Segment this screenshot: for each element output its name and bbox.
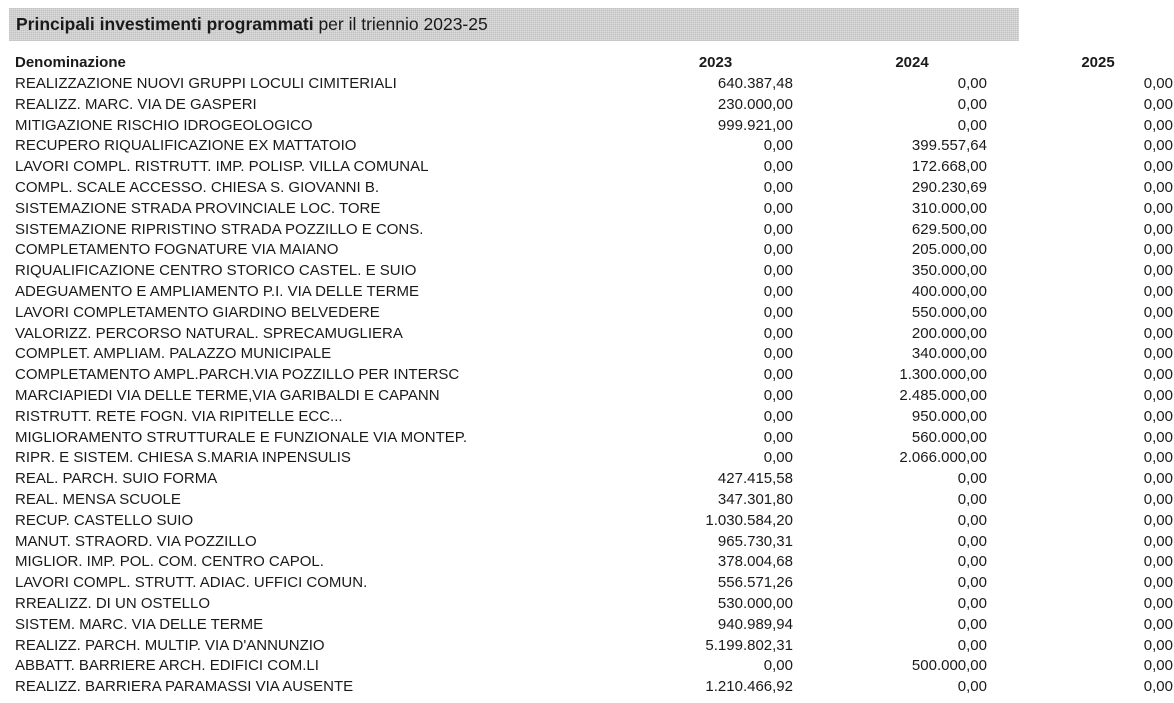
table-row <box>9 240 1174 261</box>
cell-denominazione: REAL. MENSA SCUOLE <box>15 490 181 508</box>
table-row <box>9 594 1174 615</box>
cell-2023: 940.989,94 <box>717 615 793 633</box>
cell-denominazione: SISTEMAZIONE STRADA PROVINCIALE LOC. TORE <box>15 199 381 217</box>
cell-denominazione: RISTRUTT. RETE FOGN. VIA RIPITELLE ECC... <box>15 407 343 425</box>
table-row <box>9 552 1174 573</box>
table-row <box>9 365 1174 386</box>
cell-2024: 950.000,00 <box>911 407 987 425</box>
cell-2025: 0,00 <box>1143 75 1173 92</box>
cell-2023: 5.199.802,31 <box>705 636 793 654</box>
table-header-row <box>9 50 1174 74</box>
cell-2025: 0,00 <box>1143 345 1173 363</box>
cell-2025: 0,00 <box>1143 615 1173 633</box>
cell-2023: 0,00 <box>763 449 793 467</box>
cell-2023: 230.000,00 <box>717 95 793 113</box>
cell-2024: 205.000,00 <box>911 241 987 259</box>
table-row <box>9 116 1174 137</box>
cell-denominazione: MIGLIORAMENTO STRUTTURALE E FUNZIONALE VIA MONTEP. <box>15 428 468 446</box>
cell-2024: 200.000,00 <box>911 324 987 342</box>
table-row <box>9 573 1174 594</box>
table-row <box>9 448 1174 469</box>
cell-2024: 0,00 <box>957 636 987 654</box>
cell-2025: 0,00 <box>1143 158 1173 176</box>
cell-2023: 0,00 <box>763 262 793 280</box>
cell-denominazione: REALIZZAZIONE NUOVI GRUPPI LOCULI CIMITERIALI <box>15 75 397 92</box>
cell-2024: 560.000,00 <box>911 428 987 446</box>
cell-2023: 0,00 <box>763 345 793 363</box>
cell-denominazione: COMPLETAMENTO FOGNATURE VIA MAIANO <box>15 241 339 259</box>
table-row <box>9 136 1174 157</box>
table-row <box>9 95 1174 116</box>
cell-2025: 0,00 <box>1143 553 1173 571</box>
table-row <box>9 615 1174 636</box>
table-body <box>9 74 1174 698</box>
cell-denominazione: RECUPERO RIQUALIFICAZIONE EX MATTATOIO <box>15 137 357 155</box>
cell-2025: 0,00 <box>1143 303 1173 321</box>
cell-2023: 427.415,58 <box>717 470 793 488</box>
cell-2023: 0,00 <box>763 158 793 176</box>
cell-2025: 0,00 <box>1143 137 1173 155</box>
cell-denominazione: RREALIZZ. DI UN OSTELLO <box>15 594 211 612</box>
cell-2024: 172.668,00 <box>911 158 987 176</box>
cell-2023: 0,00 <box>763 303 793 321</box>
cell-2024: 399.557,64 <box>911 137 987 155</box>
cell-2023: 640.387,48 <box>717 75 793 92</box>
cell-2024: 2.066.000,00 <box>899 449 987 467</box>
cell-denominazione: LAVORI COMPL. RISTRUTT. IMP. POLISP. VILLA COMUNAL <box>15 158 429 176</box>
cell-2024: 0,00 <box>957 95 987 113</box>
cell-2025: 0,00 <box>1143 636 1173 654</box>
cell-2024: 0,00 <box>957 116 987 134</box>
cell-2024: 1.300.000,00 <box>899 366 987 384</box>
cell-2025: 0,00 <box>1143 470 1173 488</box>
cell-denominazione: LAVORI COMPL. STRUTT. ADIAC. UFFICI COMUN. <box>15 574 368 592</box>
cell-2024: 0,00 <box>957 678 987 696</box>
table-row <box>9 532 1174 553</box>
cell-2023: 1.210.466,92 <box>705 678 793 696</box>
cell-2025: 0,00 <box>1143 386 1173 404</box>
cell-denominazione: ADEGUAMENTO E AMPLIAMENTO P.I. VIA DELLE TERME <box>15 282 420 300</box>
table-row <box>9 199 1174 220</box>
title-normal-text: per il triennio 2023-25 <box>313 14 488 34</box>
cell-2023: 1.030.584,20 <box>705 511 793 529</box>
cell-2025: 0,00 <box>1143 511 1173 529</box>
cell-denominazione: MANUT. STRAORD. VIA POZZILLO <box>15 532 257 550</box>
cell-denominazione: COMPL. SCALE ACCESSO. CHIESA S. GIOVANNI B. <box>15 178 379 196</box>
page-title <box>9 8 1019 41</box>
cell-denominazione: ABBATT. BARRIERE ARCH. EDIFICI COM.LI <box>15 657 319 675</box>
table-row <box>9 677 1174 698</box>
table-row <box>9 324 1174 345</box>
cell-2023: 0,00 <box>763 657 793 675</box>
cell-denominazione: SISTEMAZIONE RIPRISTINO STRADA POZZILLO E CONS. <box>15 220 424 238</box>
cell-denominazione: COMPLET. AMPLIAM. PALAZZO MUNICIPALE <box>15 345 332 363</box>
cell-2023: 378.004,68 <box>717 553 793 571</box>
header-2025: 2025 <box>1081 53 1115 71</box>
header-denominazione: Denominazione <box>15 53 126 71</box>
cell-2024: 350.000,00 <box>911 262 987 280</box>
cell-2025: 0,00 <box>1143 324 1173 342</box>
cell-2025: 0,00 <box>1143 178 1173 196</box>
cell-2023: 0,00 <box>763 282 793 300</box>
cell-2023: 965.730,31 <box>717 532 793 550</box>
table-row <box>9 469 1174 490</box>
cell-denominazione: MITIGAZIONE RISCHIO IDROGEOLOGICO <box>15 116 313 134</box>
cell-denominazione: REAL. PARCH. SUIO FORMA <box>15 470 218 488</box>
cell-2023: 0,00 <box>763 241 793 259</box>
cell-2023: 556.571,26 <box>717 574 793 592</box>
cell-2023: 0,00 <box>763 199 793 217</box>
cell-2025: 0,00 <box>1143 594 1173 612</box>
cell-2023: 0,00 <box>763 386 793 404</box>
table-row <box>9 511 1174 532</box>
header-2023: 2023 <box>698 53 733 71</box>
cell-2025: 0,00 <box>1143 428 1173 446</box>
cell-denominazione: COMPLETAMENTO AMPL.PARCH.VIA POZZILLO PER INTERSC <box>15 366 460 384</box>
cell-2023: 0,00 <box>763 220 793 238</box>
cell-2023: 999.921,00 <box>717 116 793 134</box>
cell-2025: 0,00 <box>1143 262 1173 280</box>
cell-2024: 0,00 <box>957 594 987 612</box>
cell-2024: 0,00 <box>957 615 987 633</box>
cell-2025: 0,00 <box>1143 366 1173 384</box>
cell-2025: 0,00 <box>1143 199 1173 217</box>
cell-2023: 347.301,80 <box>717 490 793 508</box>
table-row <box>9 407 1174 428</box>
cell-2023: 0,00 <box>763 137 793 155</box>
header-2024: 2024 <box>895 53 929 71</box>
cell-2024: 0,00 <box>957 574 987 592</box>
cell-2024: 310.000,00 <box>911 199 987 217</box>
cell-2024: 0,00 <box>957 470 987 488</box>
cell-2024: 0,00 <box>957 490 987 508</box>
cell-2023: 0,00 <box>763 324 793 342</box>
cell-2024: 0,00 <box>957 553 987 571</box>
cell-denominazione: REALIZZ. PARCH. MULTIP. VIA D'ANNUNZIO <box>15 636 325 654</box>
cell-2024: 629.500,00 <box>911 220 987 238</box>
cell-2025: 0,00 <box>1143 449 1173 467</box>
cell-2024: 0,00 <box>957 511 987 529</box>
cell-denominazione: RIPR. E SISTEM. CHIESA S.MARIA INPENSULIS <box>15 449 351 467</box>
cell-2024: 550.000,00 <box>911 303 987 321</box>
cell-2024: 500.000,00 <box>911 657 987 675</box>
cell-2024: 0,00 <box>957 532 987 550</box>
cell-2025: 0,00 <box>1143 678 1173 696</box>
cell-denominazione: VALORIZZ. PERCORSO NATURAL. SPRECAMUGLIERA <box>15 324 403 342</box>
cell-2025: 0,00 <box>1143 532 1173 550</box>
cell-2024: 0,00 <box>957 75 987 92</box>
title-bold-text: Principali investimenti programmati <box>16 14 314 34</box>
table-row <box>9 220 1174 241</box>
cell-denominazione: REALIZZ. BARRIERA PARAMASSI VIA AUSENTE <box>15 678 354 696</box>
cell-denominazione: LAVORI COMPLETAMENTO GIARDINO BELVEDERE <box>15 303 380 321</box>
table-row <box>9 74 1174 95</box>
cell-2025: 0,00 <box>1143 407 1173 425</box>
cell-2025: 0,00 <box>1143 574 1173 592</box>
cell-2025: 0,00 <box>1143 116 1173 134</box>
cell-2025: 0,00 <box>1143 490 1173 508</box>
table-row <box>9 282 1174 303</box>
cell-2025: 0,00 <box>1143 95 1173 113</box>
cell-2023: 0,00 <box>763 407 793 425</box>
table-row <box>9 178 1174 199</box>
cell-denominazione: REALIZZ. MARC. VIA DE GASPERI <box>15 95 257 113</box>
table-row <box>9 386 1174 407</box>
cell-2024: 2.485.000,00 <box>899 386 987 404</box>
table-row <box>9 636 1174 657</box>
cell-2023: 0,00 <box>763 428 793 446</box>
table-row <box>9 157 1174 178</box>
cell-2024: 290.230,69 <box>911 178 987 196</box>
table-row <box>9 344 1174 365</box>
cell-2025: 0,00 <box>1143 657 1173 675</box>
investments-table <box>9 50 1174 698</box>
cell-2024: 400.000,00 <box>911 282 987 300</box>
cell-2023: 0,00 <box>763 178 793 196</box>
cell-2023: 0,00 <box>763 366 793 384</box>
cell-denominazione: MARCIAPIEDI VIA DELLE TERME,VIA GARIBALDI E CAPANN <box>15 386 440 404</box>
cell-2025: 0,00 <box>1143 220 1173 238</box>
table-row <box>9 490 1174 511</box>
table-row <box>9 261 1174 282</box>
cell-denominazione: RECUP. CASTELLO SUIO <box>15 511 194 529</box>
table-row <box>9 656 1174 677</box>
cell-2024: 340.000,00 <box>911 345 987 363</box>
cell-2025: 0,00 <box>1143 241 1173 259</box>
table-row <box>9 303 1174 324</box>
cell-2023: 530.000,00 <box>717 594 793 612</box>
cell-denominazione: MIGLIOR. IMP. POL. COM. CENTRO CAPOL. <box>15 553 324 571</box>
cell-denominazione: RIQUALIFICAZIONE CENTRO STORICO CASTEL. E SUIO <box>15 262 417 280</box>
cell-denominazione: SISTEM. MARC. VIA DELLE TERME <box>15 615 264 633</box>
table-row <box>9 428 1174 449</box>
cell-2025: 0,00 <box>1143 282 1173 300</box>
